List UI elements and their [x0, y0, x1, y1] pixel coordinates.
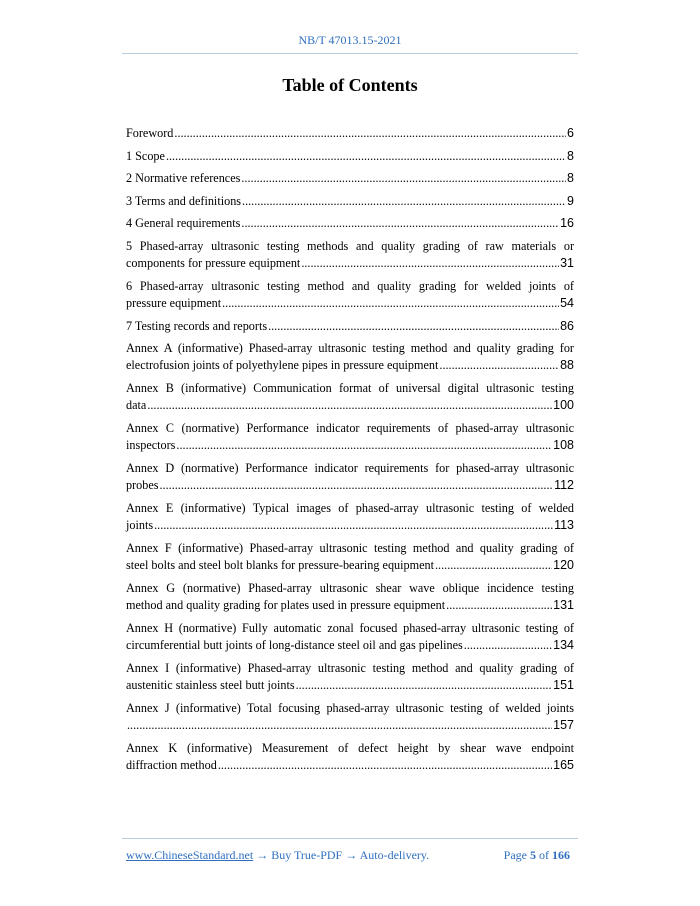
toc-page-number: 16: [560, 216, 574, 230]
dot-leader: [301, 255, 559, 272]
document-code-header: NB/T 47013.15-2021: [298, 33, 402, 47]
toc-entry-title: inspectors: [126, 438, 176, 452]
toc-entry[interactable]: [126, 620, 574, 654]
chinesestandard-link[interactable]: www.ChineseStandard.net: [126, 848, 254, 862]
dot-leader: [241, 170, 566, 187]
dot-leader: [435, 557, 552, 574]
toc-page-number: 100: [553, 398, 574, 412]
dot-leader: [464, 637, 552, 654]
toc-entry-title-line: 6 Phased-array ultrasonic testing method and quality grading for welded joints of: [126, 278, 574, 293]
toc-entry[interactable]: [126, 278, 574, 312]
dot-leader: [147, 397, 552, 414]
toc-page-number: 134: [553, 638, 574, 652]
toc-entry[interactable]: [126, 500, 574, 534]
auto-delivery-text: Auto-delivery.: [359, 848, 430, 862]
toc-page-number: 120: [553, 558, 574, 572]
toc-entry-leader-line: [126, 717, 574, 734]
toc-entry-leader-line: [126, 148, 574, 165]
toc-entry-leader-line: [126, 557, 574, 574]
page-word: Page: [503, 848, 527, 862]
dot-leader: [154, 517, 553, 534]
toc-entry-leader-line: [126, 397, 574, 414]
toc-entry-leader-line: [126, 295, 574, 312]
toc-entry-title: method and quality grading for plates used in pressure equipment: [126, 598, 446, 612]
toc-entry-title: 4 General requirements: [126, 216, 241, 230]
toc-page-number: 54: [560, 295, 574, 310]
toc-entry-title-line: Annex C (normative) Performance indicator requirements of phased-array ultrasonic: [126, 421, 574, 435]
toc-entry[interactable]: [126, 215, 574, 232]
toc-entry[interactable]: [126, 740, 574, 774]
toc-page-number: 8: [567, 148, 574, 163]
toc-entry-title: steel bolts and steel bolt blanks for pressure-bearing equipment: [126, 558, 434, 572]
toc-entry[interactable]: [126, 460, 574, 494]
dot-leader: [166, 148, 566, 165]
toc-entry-title: probes: [126, 478, 159, 492]
toc-entry-leader-line: [126, 255, 574, 272]
toc-entry-leader-line: [126, 637, 574, 654]
dot-leader: [127, 717, 552, 734]
page-title: Table of Contents: [282, 75, 418, 95]
footer-divider: [122, 838, 578, 839]
toc-entry-title-line: Annex J (informative) Total focusing phased-array ultrasonic testing of welded joints: [126, 701, 574, 715]
toc-entry-title: components for pressure equipment: [126, 255, 301, 270]
arrow-icon: →: [345, 848, 358, 862]
toc-page-number: 86: [560, 318, 574, 333]
toc-entry[interactable]: [126, 580, 574, 614]
toc-entry-title: joints: [126, 518, 154, 532]
toc-entry[interactable]: [126, 700, 574, 734]
toc-entry-title: austenitic stainless steel butt joints: [126, 678, 295, 692]
toc-entry[interactable]: [126, 318, 574, 335]
toc-entry-title: circumferential butt joints of long-distance steel oil and gas pipelines: [126, 638, 463, 652]
dot-leader: [176, 437, 552, 454]
buy-true-pdf-text: Buy True-PDF: [271, 848, 343, 862]
toc-page-number: 108: [553, 438, 574, 452]
toc-entry-title: 2 Normative references: [126, 171, 241, 185]
dot-leader: [241, 215, 559, 232]
toc-entry-title-line: Annex F (informative) Phased-array ultrasonic testing method and quality grading of: [126, 541, 574, 555]
toc-entry[interactable]: [126, 660, 574, 694]
footer-links: [126, 848, 429, 863]
toc-entry[interactable]: [126, 170, 574, 187]
dot-leader: [160, 477, 554, 494]
toc-entry[interactable]: [126, 238, 574, 272]
toc-entry-title-line: 5 Phased-array ultrasonic testing methods and quality grading of raw materials or: [126, 238, 574, 253]
toc-entry-leader-line: [126, 477, 574, 494]
toc-page-number: 131: [553, 598, 574, 612]
arrow-icon: →: [256, 848, 269, 862]
toc-entry-title-line: Annex I (informative) Phased-array ultrasonic testing method and quality grading of: [126, 661, 574, 675]
toc-entry-title: 7 Testing records and reports: [126, 318, 268, 333]
dot-leader: [242, 193, 566, 210]
current-page-number: 5: [530, 848, 536, 862]
toc-entry[interactable]: [126, 125, 574, 142]
toc-page-number: 157: [553, 718, 574, 732]
toc-entry-title: 3 Terms and definitions: [126, 193, 242, 208]
toc-entry-title-line: Annex E (informative) Typical images of phased-array ultrasonic testing of welded: [126, 501, 574, 515]
toc-page-number: 151: [553, 678, 574, 692]
toc-entry-title: electrofusion joints of polyethylene pipes in pressure equipment: [126, 358, 439, 372]
toc-page-number: 165: [553, 758, 574, 772]
dot-leader: [222, 295, 559, 312]
total-page-count: 166: [552, 848, 570, 862]
toc-entry-leader-line: [126, 597, 574, 614]
toc-entry-title: 1 Scope: [126, 148, 165, 163]
dot-leader: [268, 318, 559, 335]
toc-entry[interactable]: [126, 380, 574, 414]
toc-entry[interactable]: [126, 193, 574, 210]
toc-page-number: 113: [554, 518, 574, 532]
toc-entry-leader-line: [126, 757, 574, 774]
dot-leader: [296, 677, 553, 694]
toc-entry-leader-line: [126, 125, 574, 142]
toc-entry[interactable]: [126, 420, 574, 454]
dot-leader: [218, 757, 552, 774]
toc-page-number: 31: [560, 255, 574, 270]
toc-entry-title-line: Annex G (normative) Phased-array ultrasonic shear wave oblique incidence testing: [126, 581, 574, 595]
dot-leader: [439, 357, 559, 374]
toc-entry-title-line: Annex A (informative) Phased-array ultrasonic testing method and quality grading for: [126, 341, 574, 355]
toc-page-number: 88: [560, 358, 574, 372]
toc-entry-leader-line: [126, 357, 574, 374]
table-of-contents: [126, 125, 574, 780]
toc-entry-title-line: Annex B (informative) Communication format of universal digital ultrasonic testing: [126, 381, 574, 395]
toc-entry-title: Foreword: [126, 126, 174, 140]
toc-page-number: 112: [554, 478, 574, 492]
toc-entry-leader-line: [126, 170, 574, 187]
toc-entry-leader-line: [126, 437, 574, 454]
toc-entry[interactable]: [126, 540, 574, 574]
toc-page-number: 8: [567, 171, 574, 185]
toc-entry-title: diffraction method: [126, 758, 217, 772]
toc-entry-leader-line: [126, 215, 574, 232]
header-divider: [122, 53, 578, 54]
toc-page-number: 6: [567, 126, 574, 140]
toc-entry[interactable]: [126, 148, 574, 165]
toc-entry-leader-line: [126, 193, 574, 210]
toc-entry-leader-line: [126, 318, 574, 335]
toc-entry-title: pressure equipment: [126, 295, 222, 310]
toc-entry-leader-line: [126, 677, 574, 694]
page-indicator: [504, 848, 570, 863]
toc-entry-title-line: Annex D (normative) Performance indicator requirements for phased-array ultrasonic: [126, 461, 574, 475]
toc-entry-title-line: Annex H (normative) Fully automatic zonal focused phased-array ultrasonic testing of: [126, 621, 574, 635]
toc-entry-title-line: Annex K (informative) Measurement of defect height by shear wave endpoint: [126, 741, 574, 755]
toc-entry-title: data: [126, 398, 147, 412]
toc-page-number: 9: [567, 193, 574, 208]
dot-leader: [174, 125, 566, 142]
toc-entry-leader-line: [126, 517, 574, 534]
dot-leader: [446, 597, 552, 614]
toc-entry[interactable]: [126, 340, 574, 374]
of-word: of: [539, 848, 549, 862]
